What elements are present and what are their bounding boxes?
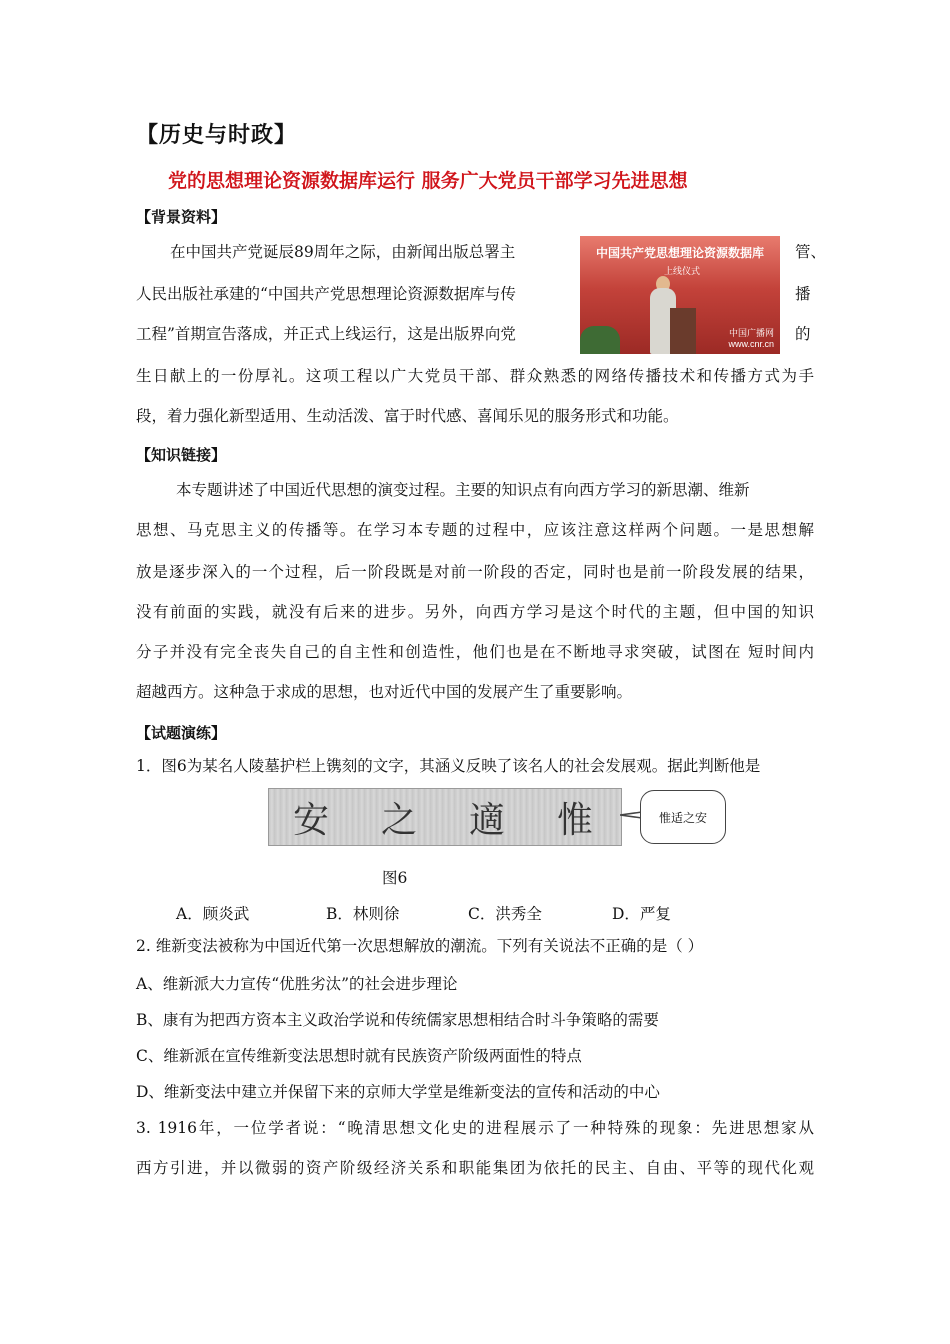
speech-bubble: 惟适之安 [640, 790, 726, 844]
photo-subtitle: 上线仪式 [664, 266, 701, 276]
q1-option-b: B．林则徐 [326, 905, 400, 923]
q1-option-c: C．洪秀全 [468, 905, 542, 923]
paragraph-line: 放是逐步深入的一个过程，后一阶段既是对前一阶段的否定，同时也是前一阶段发展的结果， [136, 563, 814, 581]
paragraph-line: 本专题讲述了中国近代思想的演变过程。主要的知识点有向西方学习的新思潮、维新 [176, 481, 750, 499]
q1-option-a: A．顾炎武 [176, 905, 250, 923]
headline: 党的思想理论资源数据库运行 服务广大党员干部学习先进思想 [168, 170, 688, 192]
paragraph-line: 生日献上的一份厚礼。这项工程以广大党员干部、群众熟悉的网络传播技术和传播方式为手 [136, 367, 814, 385]
photo-banner: 中国共产党思想理论资源数据库 [596, 246, 765, 260]
watermark-url: www.cnr.cn [728, 339, 774, 349]
paragraph-line: 思想、马克思主义的传播等。在学习本专题的过程中，应该注意这样两个问题。一是思想解 [136, 521, 814, 539]
paragraph-line: 超越西方。这种急于求成的思想，也对近代中国的发展产生了重要影响。 [136, 683, 633, 701]
watermark-name: 中国广播网 [728, 328, 774, 338]
knowledge-label: 【知识链接】 [136, 446, 227, 464]
inscription-char: 惟 [556, 799, 597, 841]
section-title: 【历史与时政】 [136, 122, 298, 148]
q2-option-c: C、维新派在宣传维新变法思想时就有民族资产阶级两面性的特点 [136, 1047, 582, 1065]
inscription-char: 安 [292, 799, 333, 841]
background-label: 【背景资料】 [136, 208, 227, 226]
wrap-fragment: 的 [795, 325, 811, 343]
question-3-line: 西方引进，并以微弱的资产阶级经济关系和职能集团为依托的民主、自由、平等的现代化观 [136, 1159, 814, 1177]
figure-caption: 图6 [382, 869, 408, 887]
podium [670, 308, 696, 354]
paragraph-line: 没有前面的实践，就没有后来的进步。另外，向西方学习是这个时代的主题，但中国的知识 [136, 603, 814, 621]
paragraph-line: 段，着力强化新型适用、生动活泼、富于时代感、喜闻乐见的服务形式和功能。 [136, 407, 679, 425]
news-photo [580, 236, 780, 354]
question-3-line: 3. 1916年，一位学者说：“晚清思想文化史的进程展示了一种特殊的现象：先进思想家从 [136, 1119, 814, 1137]
plant-decoration [580, 326, 620, 354]
paragraph-line: 人民出版社承建的“中国共产党思想理论资源数据库与传 [136, 285, 516, 303]
q2-option-d: D、维新变法中建立并保留下来的京师大学堂是维新变法的宣传和活动的中心 [136, 1083, 660, 1101]
q1-option-d: D．严复 [612, 905, 671, 923]
exercises-label: 【试题演练】 [136, 724, 227, 742]
bubble-pointer [620, 810, 642, 820]
question-2-stem: 2. 维新变法被称为中国近代第一次思想解放的潮流。下列有关说法不正确的是（ ） [136, 937, 704, 955]
photo-watermark [728, 328, 774, 350]
paragraph-line: 分子并没有完全丧失自己的自主性和创造性，他们也是在不断地寻求突破，试图在 短时间内 [136, 643, 814, 661]
wrap-fragment: 播 [795, 285, 811, 303]
paragraph-line: 在中国共产党诞辰89周年之际，由新闻出版总署主 [170, 243, 516, 261]
paragraph-line: 工程”首期宣告落成，并正式上线运行，这是出版界向党 [136, 325, 516, 343]
inscription-image [268, 788, 622, 846]
inscription-char: 之 [380, 799, 421, 841]
q2-option-a: A、维新派大力宣传“优胜劣汰”的社会进步理论 [136, 975, 458, 993]
inscription-char: 適 [468, 799, 509, 841]
question-1-stem: 1．图6为某名人陵墓护栏上镌刻的文字，其涵义反映了该名人的社会发展观。据此判断他是 [136, 757, 761, 775]
wrap-fragment: 管、 [795, 243, 827, 261]
q2-option-b: B、康有为把西方资本主义政治学说和传统儒家思想相结合时斗争策略的需要 [136, 1011, 659, 1029]
